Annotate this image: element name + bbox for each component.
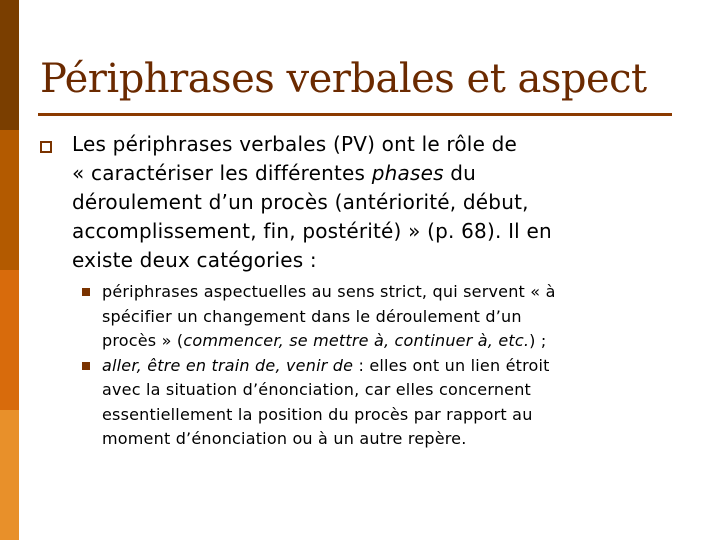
- sub1-line-3-text: procès » (: [102, 331, 184, 350]
- sub2-verbs-italic: aller, être en train de, venir de: [102, 355, 354, 375]
- main-paragraph: [72, 130, 682, 275]
- sub-item-aspectuelles: [82, 280, 682, 354]
- side-bar-mid-upper: [0, 130, 19, 270]
- sub2-line-3: essentiellement la position du procès par rapport au: [102, 404, 533, 424]
- side-bar-mid-lower: [0, 270, 19, 410]
- sub1-line-1: périphrases aspectuelles au sens strict, qui servent « à: [102, 282, 556, 301]
- title-underline: [38, 113, 672, 116]
- sub2-line-4: moment d’énonciation ou à un autre repère.: [102, 429, 467, 448]
- main-line-4: accomplissement, fin, postérité) » (p. 68). Il en: [72, 219, 552, 243]
- sub2-line-1: [102, 354, 682, 379]
- main-line-2-tail: du: [443, 161, 477, 185]
- main-line-3: déroulement d’un procès (antériorité, début,: [72, 190, 529, 214]
- sub1-line-2: spécifier un changement dans le déroulement d’un: [102, 306, 522, 326]
- sub1-line-3-tail: ) ;: [529, 331, 547, 350]
- sub-item-aller-etre-venir: [82, 354, 682, 452]
- main-line-2-text: « caractériser les différentes: [72, 161, 372, 185]
- main-line-1: Les périphrases verbales (PV) ont le rôle de: [72, 132, 518, 156]
- sub1-line-3: [102, 329, 682, 354]
- main-line-5: existe deux catégories :: [72, 248, 317, 272]
- slide-title: Périphrases verbales et aspect: [40, 56, 647, 102]
- side-bar-top: [0, 0, 19, 130]
- sub1-examples-italic: commencer, se mettre à, continuer à, etc.: [183, 331, 530, 350]
- filled-square-bullet-icon: [82, 288, 90, 296]
- side-bar-bottom: [0, 410, 19, 540]
- sub-bullet-list: [82, 280, 682, 452]
- sub2-line-2: avec la situation d’énonciation, car elles concernent: [102, 380, 532, 399]
- square-bullet-icon: [40, 141, 52, 153]
- sub2-line-1-text: : elles ont un lien étroit: [353, 355, 550, 375]
- phases-italic: phases: [371, 161, 444, 185]
- filled-square-bullet-icon: [82, 362, 90, 370]
- main-line-2: [72, 159, 682, 188]
